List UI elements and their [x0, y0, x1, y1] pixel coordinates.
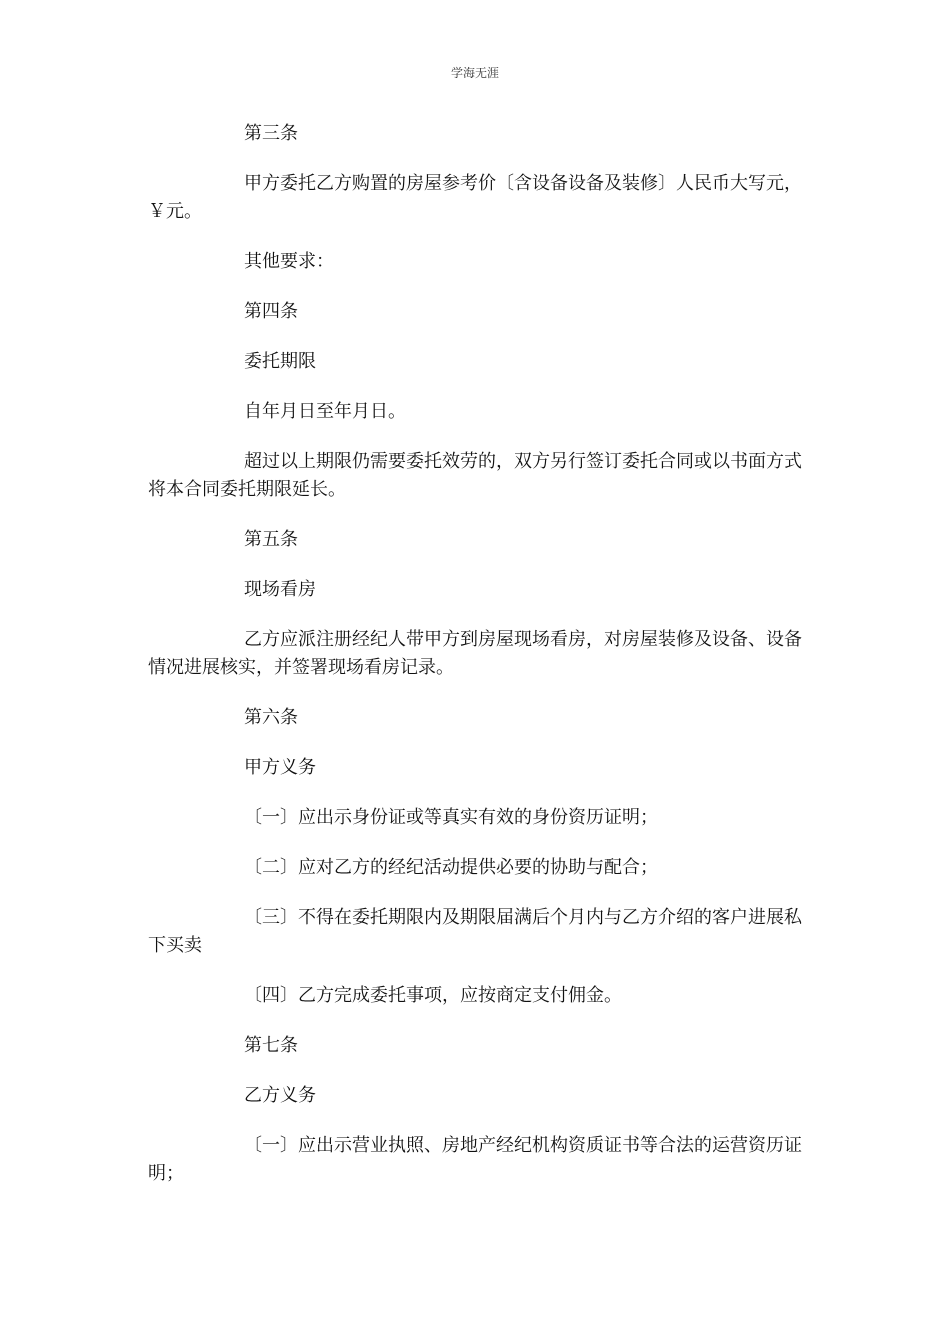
page-header: 学海无涯 [450, 66, 499, 80]
article-3-price: 甲方委托乙方购置的房屋参考价〔含设备设备及装修〕人民币大写元，￥元。 [148, 173, 802, 222]
article-5-body: 乙方应派注册经纪人带甲方到房屋现场看房，对房屋装修及设备、设备情况进展核实，并签署现场看房记录。 [148, 629, 802, 678]
article-6-item-4: 〔四〕乙方完成委托事项，应按商定支付佣金。 [244, 985, 622, 1006]
article-4-period: 自年月日至年月日。 [244, 401, 406, 422]
article-4-title: 委托期限 [244, 351, 316, 372]
article-6-item-1: 〔一〕应出示身份证或等真实有效的身份资历证明； [244, 807, 658, 828]
article-3-heading: 第三条 [244, 123, 298, 144]
article-4-extension: 超过以上期限仍需要委托效劳的，双方另行签订委托合同或以书面方式将本合同委托期限延长。 [148, 451, 802, 500]
article-5-title: 现场看房 [244, 579, 316, 600]
article-6-item-2: 〔二〕应对乙方的经纪活动提供必要的协助与配合； [244, 857, 658, 878]
article-3-other: 其他要求： [244, 251, 334, 272]
article-5-heading: 第五条 [244, 529, 298, 550]
article-6-item-3: 〔三〕不得在委托期限内及期限届满后个月内与乙方介绍的客户进展私下买卖 [148, 907, 802, 956]
article-7-item-1: 〔一〕应出示营业执照、房地产经纪机构资质证书等合法的运营资历证明； [148, 1135, 802, 1184]
article-6-title: 甲方义务 [244, 757, 316, 778]
article-4-heading: 第四条 [244, 301, 298, 322]
document-body [148, 120, 803, 1210]
article-7-title: 乙方义务 [244, 1085, 316, 1106]
article-6-heading: 第六条 [244, 707, 298, 728]
article-7-heading: 第七条 [244, 1035, 298, 1056]
